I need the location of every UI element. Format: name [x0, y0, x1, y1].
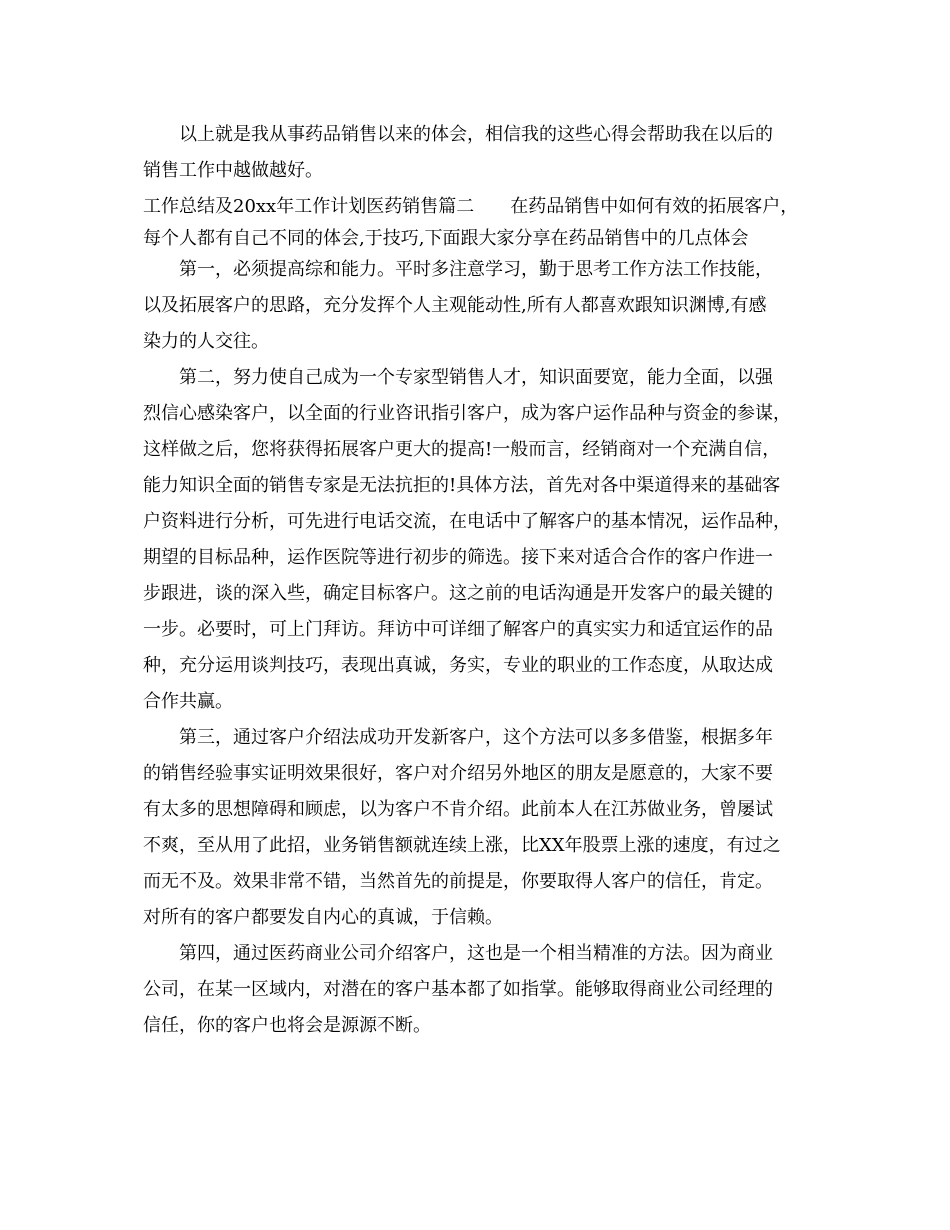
text-line-23: 对所有的客户都要发自内心的真诚，于信赖。 — [143, 907, 503, 928]
text-line-1: 以上就是我从事药品销售以来的体会，相信我的这些心得会帮助我在以后的 — [143, 124, 773, 145]
text-line-18: 第三，通过客户介绍法成功开发新客户，这个方法可以多多借鉴，根据多年 — [143, 727, 773, 748]
text-line-8: 第二，努力使自己成为一个专家型销售人才，知识面要宽，能力全面，以强 — [143, 367, 773, 388]
text-line-17: 合作共赢。 — [143, 691, 233, 712]
text-line-20: 有太多的思想障碍和顾虑，以为客户不肯介绍。此前本人在江苏做业务，曾屡试 — [143, 799, 773, 820]
text-line-12: 户资料进行分析，可先进行电话交流，在电话中了解客户的基本情况，运作品种， — [143, 511, 791, 532]
text-line-21: 不爽，至从用了此招，业务销售额就连续上涨，比XX年股票上涨的速度，有过之 — [143, 835, 781, 856]
text-line-10: 这样做之后，您将获得拓展客户更大的提高!一般而言，经销商对一个充满自信， — [143, 439, 781, 460]
document-body — [143, 117, 815, 1044]
text-line-19: 的销售经验事实证明效果很好，客户对介绍另外地区的朋友是愿意的，大家不要 — [143, 763, 773, 784]
text-line-11: 能力知识全面的销售专家是无法抗拒的!具体方法，首先对各中渠道得来的基础客 — [143, 475, 781, 496]
text-line-26: 信任，你的客户也将会是源源不断。 — [143, 1015, 431, 1036]
text-line-2: 销售工作中越做越好。 — [143, 160, 323, 181]
text-line-24: 第四，通过医药商业公司介绍客户，这也是一个相当精准的方法。因为商业 — [143, 943, 773, 964]
text-line-5: 第一，必须提高综和能力。平时多注意学习，勤于思考工作方法工作技能， — [143, 259, 773, 280]
text-line-15: 一步。必要时，可上门拜访。拜访中可详细了解客户的真实实力和适宜运作的品 — [143, 619, 773, 640]
text-line-25: 公司，在某一区域内，对潜在的客户基本都了如指掌。能够取得商业公司经理的 — [143, 979, 773, 1000]
text-line-9: 烈信心感染客户，以全面的行业咨讯指引客户，成为客户运作品种与资金的参谋， — [143, 403, 791, 424]
text-line-16: 种，充分运用谈判技巧，表现出真诚，务实，专业的职业的工作态度，从取达成 — [143, 655, 773, 676]
text-line-7: 染力的人交往。 — [143, 331, 269, 352]
text-line-3: 工作总结及20xx年工作计划医药销售篇二 在药品销售中如何有效的拓展客户， — [143, 196, 799, 217]
text-line-14: 步跟进，谈的深入些，确定目标客户。这之前的电话沟通是开发客户的最关键的 — [143, 583, 773, 604]
text-line-4: 每个人都有自己不同的体会,于技巧,下面跟大家分享在药品销售中的几点体会 — [143, 228, 749, 249]
text-line-13: 期望的目标品种，运作医院等进行初步的筛选。接下来对适合合作的客户作进一 — [143, 547, 773, 568]
text-line-6: 以及拓展客户的思路，充分发挥个人主观能动性,所有人都喜欢跟知识渊博,有感 — [143, 295, 767, 316]
text-line-22: 而无不及。效果非常不错，当然首先的前提是，你要取得人客户的信任，肯定。 — [143, 871, 773, 892]
